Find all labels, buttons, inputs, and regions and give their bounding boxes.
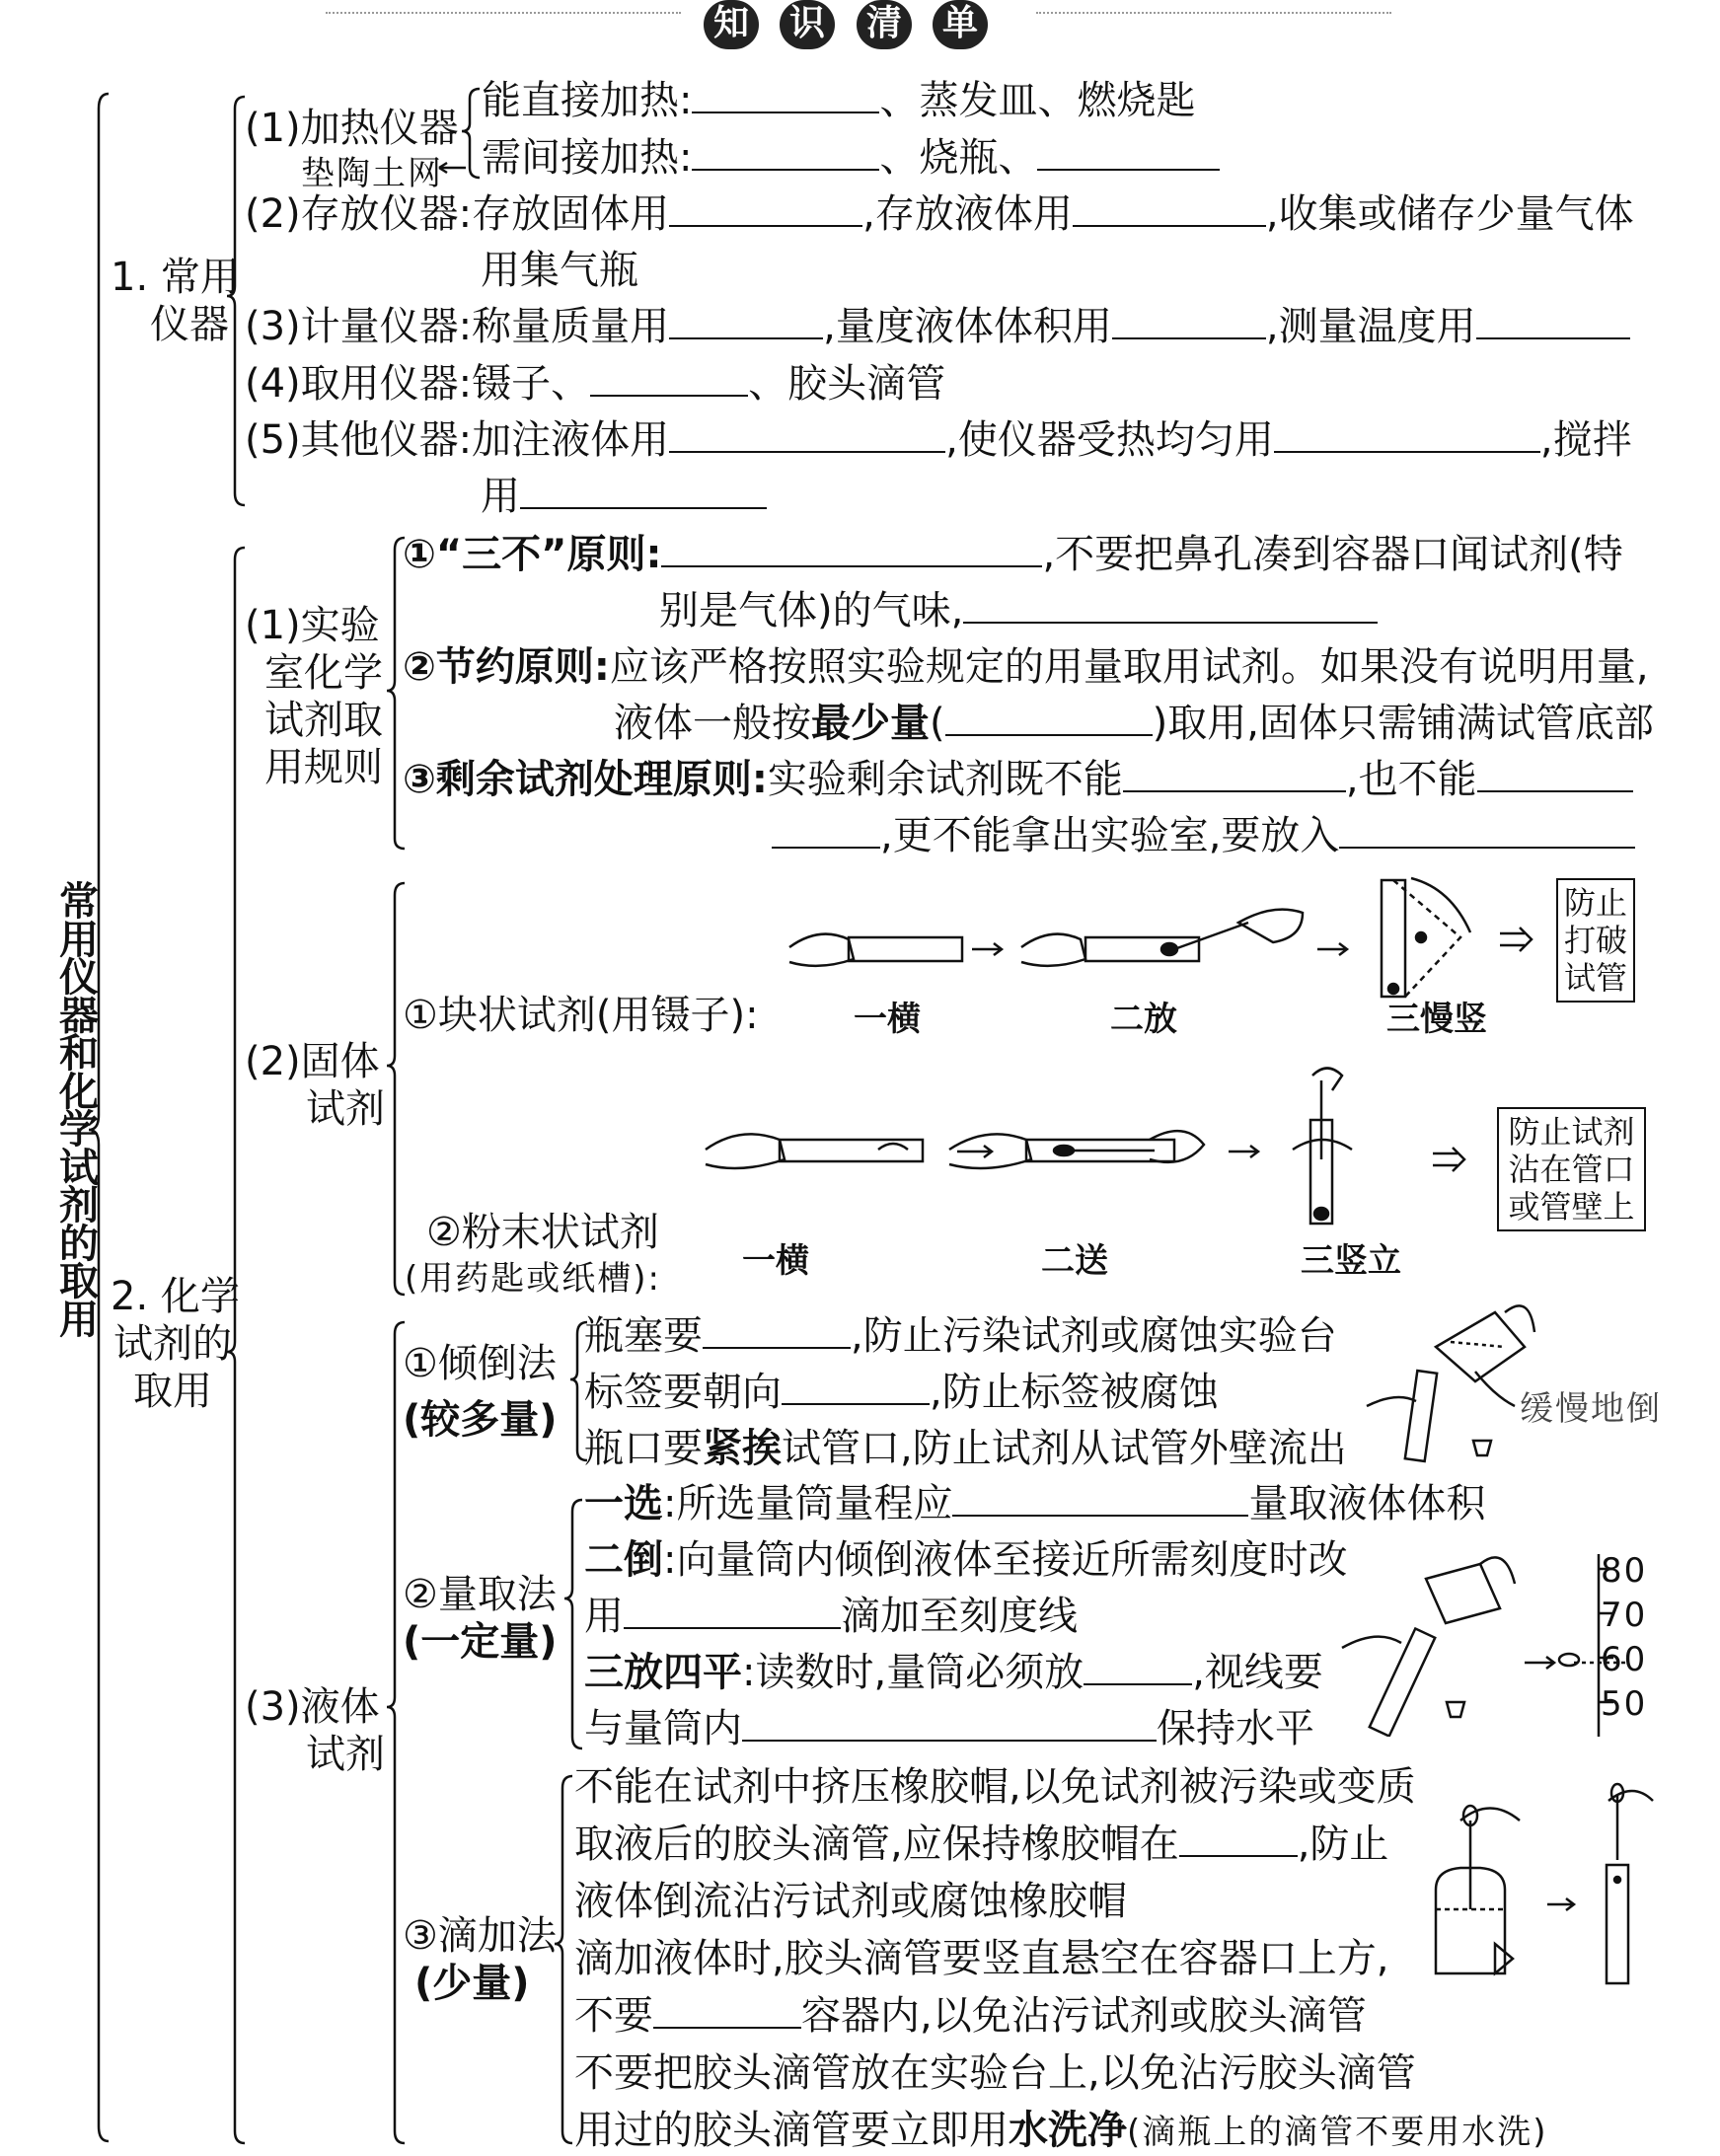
rule-2-line-2 <box>614 700 1654 747</box>
measure-sight-arrow <box>1525 1657 1554 1669</box>
scale-80: 80 <box>1601 1551 1648 1591</box>
block-tube-3 <box>1382 880 1405 997</box>
block-tweezers <box>1174 923 1248 949</box>
meas-line-4b: :读数时,量筒必须放 <box>742 1650 1084 1695</box>
drop-line-3: 液体倒流沾污试剂或腐蚀橡胶帽 <box>574 1879 1127 1924</box>
rule-2-line <box>403 643 1649 691</box>
blank-measure-volume <box>1112 304 1266 339</box>
other-pre: (5)其他仪器:加注液体用 <box>245 417 670 463</box>
measure-cylinder <box>1370 1629 1435 1737</box>
blank-rule-3d <box>1339 813 1635 849</box>
header-char-4: 单 <box>933 0 988 49</box>
other-mid: ,使仪器受热均匀用 <box>945 417 1274 463</box>
powder-hand-3 <box>1150 1131 1204 1162</box>
powder-sample <box>1054 1146 1074 1155</box>
blank-rule-1 <box>661 532 1042 567</box>
measure-pre: (3)计量仪器:称量质量用 <box>245 304 670 349</box>
powder-arrow-1 <box>957 1146 992 1157</box>
blank-other-stir <box>520 474 767 509</box>
scale-70: 70 <box>1601 1596 1648 1635</box>
pour-line-2a: 标签要朝向 <box>584 1370 782 1415</box>
blank-rule-3c <box>772 813 880 849</box>
block-step-1: 一横 <box>854 1000 921 1039</box>
sec2-label-1: 2. 化学 <box>111 1274 240 1319</box>
other-line-2 <box>481 473 767 520</box>
pour-line-3c: 试管口,防止试剂从试管外壁流出 <box>782 1426 1347 1471</box>
block-step-3: 三慢竖 <box>1386 1000 1487 1039</box>
meas-line-3 <box>584 1593 1078 1640</box>
pour-line-1a: 瓶塞要 <box>584 1313 703 1359</box>
powder-step-3: 三竖立 <box>1301 1241 1401 1281</box>
pour-line-1b: ,防止污染试剂或腐蚀实验台 <box>851 1313 1337 1359</box>
drop-label-1: ③滴加法 <box>403 1913 557 1959</box>
rule-2-tail: 应该严格按照实验规定的用量取用试剂。如果没有说明用量, <box>609 644 1649 690</box>
measure-stopper <box>1447 1702 1464 1717</box>
drop-line-4: 滴加液体时,胶头滴管要竖直悬空在容器口上方, <box>574 1936 1389 1981</box>
blank-direct-heat <box>692 78 879 113</box>
drop-line-7b: 水洗净 <box>1009 2108 1127 2153</box>
meas-line-1b: :所选量筒量程应 <box>663 1481 953 1526</box>
blank-measure-mass <box>669 304 823 339</box>
header-char-2: 识 <box>780 0 835 49</box>
blank-measure-temp <box>1476 304 1630 339</box>
rule-3-line-2 <box>772 812 1635 859</box>
pour-line-3b: 紧挨 <box>703 1426 782 1471</box>
blank-meas-4 <box>742 1706 1157 1742</box>
blank-other-heat <box>1274 417 1540 453</box>
powder-result-arrow <box>1433 1148 1464 1171</box>
pour-note: 缓慢地倒 <box>1520 1389 1662 1429</box>
solid-label-2: 试剂 <box>306 1086 385 1132</box>
meas-line-5 <box>584 1705 1314 1752</box>
rule-1-tail: ,不要把鼻孔凑到容器口闻试剂(特 <box>1042 532 1623 577</box>
pour-liquid <box>1451 1342 1505 1347</box>
powder-step-2: 二送 <box>1041 1241 1108 1281</box>
asbestos-net: 垫陶土网 <box>301 154 443 193</box>
pour-bottle <box>1436 1312 1525 1381</box>
header-char-1: 知 <box>704 0 759 49</box>
drop-hand <box>1460 1809 1520 1821</box>
direct-heat-tail: 、蒸发皿、燃烧匙 <box>879 78 1196 123</box>
blank-drop-2 <box>653 1993 801 2029</box>
header-char-3: 清 <box>857 0 912 49</box>
rule-2-head: ②节约原则: <box>403 644 610 690</box>
block-tube-2 <box>1085 937 1199 961</box>
meas-line-2b: :向量筒内倾倒液体至接近所需刻度时改 <box>663 1537 1348 1583</box>
other-tail: ,搅拌 <box>1539 417 1632 463</box>
blank-indirect-heat-2 <box>1037 135 1220 171</box>
blank-meas-1 <box>952 1481 1248 1517</box>
rule-3-line <box>403 756 1633 803</box>
rule-3-line-2-text: ,更不能拿出实验室,要放入 <box>880 813 1340 858</box>
sec2-label-2: 试剂的 <box>113 1321 232 1367</box>
pour-line-1 <box>584 1312 1337 1360</box>
blank-pour-2 <box>782 1370 930 1405</box>
blank-other-funnel <box>669 417 945 453</box>
rule-2-line-2b: 最少量 <box>811 701 930 746</box>
pour-test-tube <box>1405 1371 1437 1461</box>
powder-sample-bottom <box>1314 1208 1328 1220</box>
pour-line-2b: ,防止标签被腐蚀 <box>930 1370 1219 1415</box>
drop-droplet <box>1614 1877 1620 1883</box>
pour-hand-2 <box>1367 1397 1416 1406</box>
block-step-2: 二放 <box>1110 1000 1177 1039</box>
drop-line-5b: 容器内,以免沾污试剂或胶头滴管 <box>801 1993 1367 2039</box>
block-diagram <box>780 868 1648 1006</box>
drop-hand-2 <box>1608 1791 1653 1801</box>
direct-heat-line <box>482 77 1195 124</box>
drop-diagram <box>1421 1781 1658 1988</box>
rule-1-head: ①“三不”原则: <box>403 532 662 577</box>
block-pellet <box>1161 943 1177 955</box>
block-tube-1 <box>849 937 962 961</box>
measure-line <box>245 303 1630 350</box>
pour-line-2 <box>584 1369 1219 1416</box>
storage-pre: (2)存放仪器:存放固体用 <box>245 191 670 237</box>
rule-3-mid: ,也不能 <box>1345 757 1477 802</box>
pour-diagram <box>1357 1293 1653 1470</box>
other-line <box>245 416 1632 464</box>
measure-mid-1: ,量度液体体积用 <box>823 304 1112 349</box>
rule-3-head: ③剩余试剂处理原则: <box>403 757 768 802</box>
rules-label-2: 室化学 <box>264 650 383 696</box>
blank-pour-1 <box>703 1313 851 1349</box>
meas-line-1 <box>584 1480 1485 1527</box>
powder-diagram <box>691 1061 1500 1228</box>
rules-label-3: 试剂取 <box>264 698 383 743</box>
meas-line-3b: 滴加至刻度线 <box>841 1594 1078 1639</box>
meas-line-3a: 用 <box>584 1594 624 1639</box>
block-result-arrow <box>1500 928 1532 951</box>
blank-take <box>590 361 748 397</box>
block-label: ①块状试剂(用镊子): <box>403 993 759 1038</box>
scale-50: 50 <box>1601 1684 1648 1724</box>
block-pellet-mid <box>1416 932 1426 942</box>
drop-line-5a: 不要 <box>574 1993 653 2039</box>
solid-label-1: (2)固体 <box>245 1039 380 1084</box>
storage-line-2: 用集气瓶 <box>481 248 638 293</box>
block-hand-2 <box>1021 934 1085 966</box>
heat-label: (1)加热仪器 <box>245 106 459 151</box>
powder-label-2: (用药匙或纸槽): <box>405 1259 661 1299</box>
drop-line-7a: 用过的胶头滴管要立即用 <box>574 2108 1009 2153</box>
blank-meas-2 <box>624 1594 841 1629</box>
drop-line-5 <box>574 1992 1367 2040</box>
block-result-box: 防止打破试管 <box>1556 878 1635 1003</box>
scale-60: 60 <box>1601 1640 1648 1679</box>
sec1-label-1: 1. 常用 <box>111 255 240 300</box>
meas-line-4c: ,视线要 <box>1192 1650 1323 1695</box>
indirect-heat-label: 需间接加热: <box>482 135 693 181</box>
powder-tube-1 <box>780 1140 923 1161</box>
meas-line-5a: 与量筒内 <box>584 1706 742 1751</box>
drop-line-7c: (滴瓶上的滴管不要用水洗) <box>1127 2113 1548 2152</box>
block-arrow-2 <box>1317 943 1347 955</box>
rule-2-line-2a: 液体一般按 <box>614 701 811 746</box>
pour-stopper <box>1473 1441 1491 1455</box>
meas-line-4a: 三放四平 <box>584 1650 742 1695</box>
drop-line-1: 不能在试剂中挤压橡胶帽,以免试剂被污染或变质 <box>574 1764 1416 1810</box>
indirect-heat-mid: 、烧瓶、 <box>879 135 1038 181</box>
blank-indirect-heat-1 <box>692 135 879 171</box>
liquid-label-1: (3)液体 <box>245 1684 380 1730</box>
drop-label-2: (少量) <box>414 1961 530 2006</box>
powder-arrow-2 <box>1229 1146 1258 1157</box>
blank-storage-solid <box>669 191 862 227</box>
meas-label-2: (一定量) <box>403 1619 558 1665</box>
drop-line-2a: 取液后的胶头滴管,应保持橡胶帽在 <box>574 1821 1179 1867</box>
blank-rule-3b <box>1477 757 1633 792</box>
measure-beaker <box>1426 1564 1500 1623</box>
blank-rule-3a <box>1123 757 1346 792</box>
drop-line-6: 不要把胶头滴管放在实验台上,以免沾污胶头滴管 <box>574 2050 1416 2096</box>
storage-tail: ,收集或储存少量气体 <box>1265 191 1634 237</box>
meas-line-1a: 一选 <box>584 1481 663 1526</box>
powder-hand-4 <box>1312 1069 1342 1091</box>
measure-hand-2 <box>1342 1637 1401 1648</box>
meas-line-5b: 保持水平 <box>1157 1706 1314 1751</box>
take-pre: (4)取用仪器:镊子、 <box>245 361 591 407</box>
take-tail: 、胶头滴管 <box>748 361 946 407</box>
blank-storage-liquid <box>1073 191 1266 227</box>
storage-mid: ,存放液体用 <box>862 191 1073 237</box>
sec2-label-3: 取用 <box>133 1369 212 1414</box>
measure-hand <box>1480 1557 1515 1584</box>
storage-line <box>245 190 1634 238</box>
meas-line-2a: 二倒 <box>584 1537 663 1583</box>
blank-rule-2 <box>945 701 1153 736</box>
drop-arrow <box>1547 1898 1574 1910</box>
other-line-2-text: 用 <box>481 474 520 519</box>
meas-label-1: ②量取法 <box>403 1572 557 1617</box>
rule-2-line-2c: ( <box>930 701 945 746</box>
drop-line-2 <box>574 1821 1388 1868</box>
meas-line-4 <box>584 1649 1323 1696</box>
measure-mid-2: ,测量温度用 <box>1265 304 1476 349</box>
liquid-label-2: 试剂 <box>306 1732 385 1777</box>
take-line <box>245 360 945 408</box>
pour-line-3a: 瓶口要 <box>584 1426 703 1471</box>
rule-1-line <box>403 531 1623 578</box>
rule-3-tail: 实验剩余试剂既不能 <box>767 757 1123 802</box>
main-title: 常用仪器和化学试剂的取用 <box>59 879 99 1343</box>
rule-2-line-2d: )取用,固体只需铺满试管底部 <box>1152 701 1654 746</box>
pour-line-3 <box>584 1425 1347 1472</box>
block-arrow-1 <box>972 943 1002 955</box>
powder-result-box: 防止试剂沾在管口或管壁上 <box>1497 1107 1646 1231</box>
drop-line-7 <box>574 2107 1548 2156</box>
direct-heat-label: 能直接加热: <box>482 78 693 123</box>
pour-label-2: (较多量) <box>403 1397 558 1443</box>
rule-1-line-2 <box>659 587 1378 634</box>
powder-hand-1 <box>706 1134 785 1168</box>
block-hand-1 <box>789 934 854 966</box>
meas-line-1c: 量取液体体积 <box>1248 1481 1486 1526</box>
rules-label-4: 用规则 <box>264 745 383 790</box>
blank-rule-1b <box>963 588 1378 624</box>
block-hand-3 <box>1238 910 1303 942</box>
powder-hand-1b <box>878 1144 908 1150</box>
drop-line-2b: ,防止 <box>1297 1821 1389 1867</box>
powder-step-1: 一横 <box>742 1241 809 1281</box>
sec1-label-2: 仪器 <box>150 302 229 347</box>
indirect-heat-line <box>482 134 1220 182</box>
powder-label-1: ②粉末状试剂 <box>426 1210 659 1255</box>
meas-line-2 <box>584 1536 1347 1584</box>
blank-meas-3 <box>1084 1650 1192 1685</box>
block-rotation-arc <box>1411 878 1470 932</box>
pour-label-1: ①倾倒法 <box>403 1341 557 1386</box>
blank-drop-1 <box>1179 1821 1298 1857</box>
rules-label-1: (1)实验 <box>245 603 380 648</box>
rule-1-line-2-text: 别是气体)的气味, <box>659 588 964 633</box>
